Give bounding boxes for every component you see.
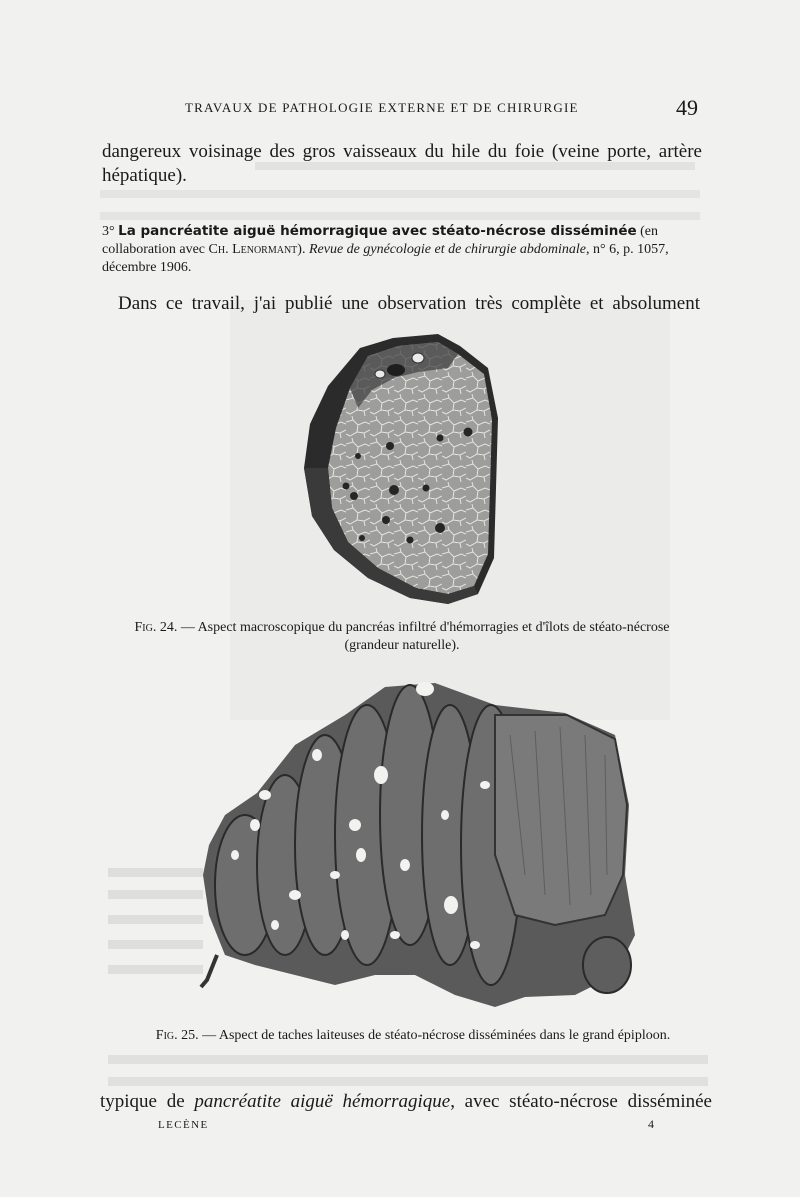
figure-24-label: Fig. 24.	[134, 620, 178, 635]
paragraph-2: Dans ce travail, j'ai publié une observation très complète et absolument	[118, 293, 700, 314]
figure-25-caption	[128, 1027, 698, 1045]
figure-24-text: — Aspect macroscopique du pancréas infiltré d'hémorragies et d'îlots de stéato-nécrose (grandeur naturelle).	[177, 620, 670, 653]
sheet-number: 4	[648, 1117, 654, 1131]
reference-collab-prefix: (en collaboration avec	[102, 224, 659, 257]
bibliographic-reference	[102, 222, 700, 277]
reference-details: , n° 6, p. 1057, décembre 1906.	[102, 242, 669, 275]
printer-signature: LECÈNE	[158, 1119, 209, 1131]
reference-number: 3°	[102, 224, 115, 239]
figure-25-label: Fig. 25.	[155, 1028, 199, 1043]
figure-24-illustration	[298, 328, 503, 608]
reference-journal: Revue de gynécologie et de chirurgie abdominale	[308, 242, 587, 257]
page-number: 49	[676, 95, 698, 120]
reference-collab-suffix: ).	[297, 242, 309, 257]
paragraph-3	[100, 1090, 712, 1114]
running-title: TRAVAUX DE PATHOLOGIE EXTERNE ET DE CHIRURGIE	[185, 100, 579, 115]
paragraph-3-start: typique de	[100, 1091, 195, 1112]
figure-25-illustration	[195, 675, 635, 1015]
figure-25-text: — Aspect de taches laiteuses de stéato-nécrose disséminées dans le grand épiploon.	[198, 1028, 671, 1043]
figure-24-caption	[128, 619, 676, 655]
paragraph-3-end: , avec stéato-nécrose disséminée	[450, 1091, 712, 1112]
paragraph-3-italic: pancréatite aiguë hémorragique	[194, 1091, 451, 1112]
paragraph-1: dangereux voisinage des gros vaisseaux du hile du foie (veine porte, artère hépatique).	[102, 141, 702, 186]
reference-collaborator: Ch. Lenormant	[208, 242, 298, 257]
reference-title: La pancréatite aiguë hémorragique avec stéato-nécrose disséminée	[118, 223, 637, 239]
